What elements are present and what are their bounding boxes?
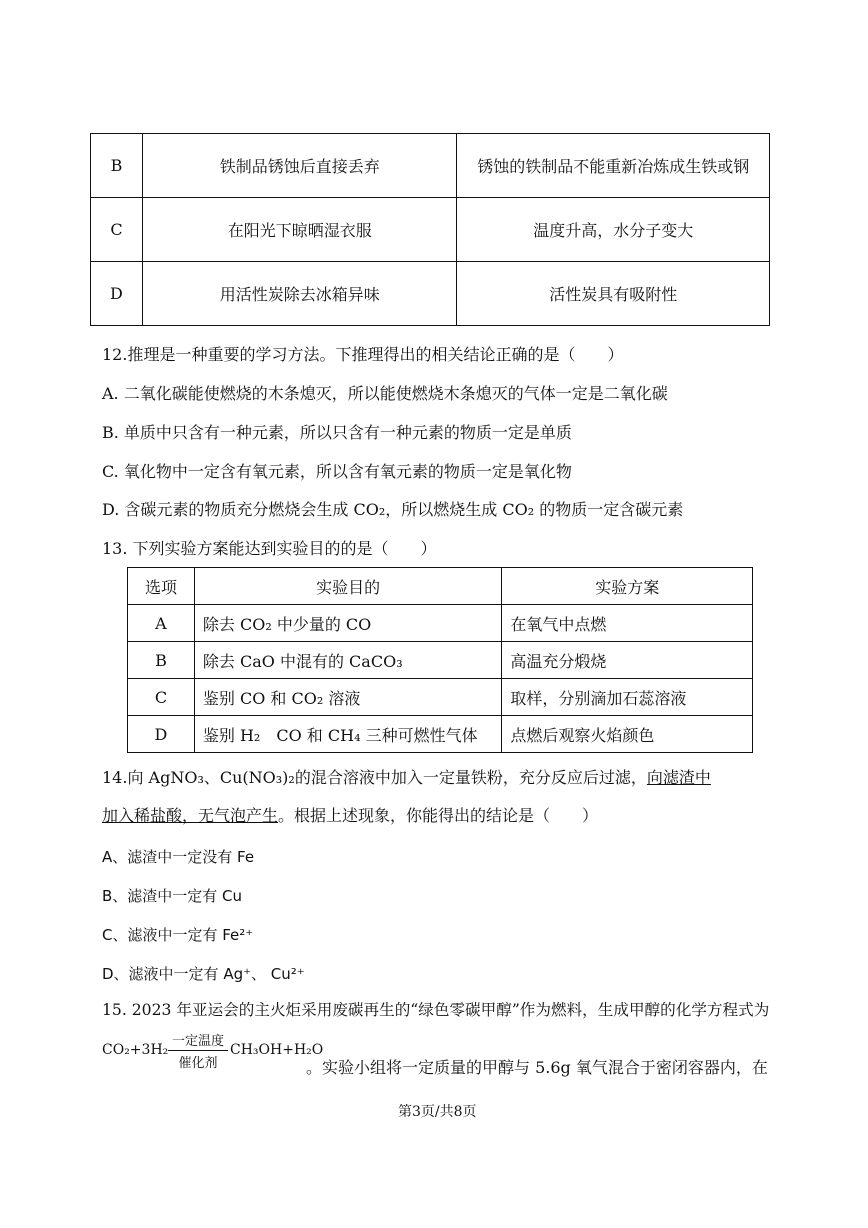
- row-label: C: [128, 679, 195, 716]
- header-goal: 实验目的: [194, 568, 502, 605]
- question-14-option-d: D、滤液中一定有 Ag⁺、 Cu²⁺: [102, 965, 305, 983]
- question-12-option-b: B. 单质中只含有一种元素，所以只含有一种元素的物质一定是单质: [102, 423, 572, 442]
- question-14-option-a: A、滤渣中一定没有 Fe: [102, 848, 255, 866]
- row-action: 在阳光下晾晒湿衣服: [142, 198, 457, 262]
- table-row: [128, 642, 753, 679]
- equation-reactants: CO₂+3H₂: [102, 1042, 169, 1058]
- question-12-option-d: D. 含碳元素的物质充分燃烧会生成 CO₂，所以燃烧生成 CO₂ 的物质一定含碳元素: [102, 500, 684, 519]
- equation-arrow-line: [168, 1050, 228, 1051]
- table-life-phenomena: [90, 133, 770, 326]
- question-12-option-c: C. 氧化物中一定含有氧元素，所以含有氧元素的物质一定是氧化物: [102, 462, 572, 481]
- question-12-option-a: A. 二氧化碳能使燃烧的木条熄灭，所以能使燃烧木条熄灭的气体一定是二氧化碳: [102, 384, 668, 403]
- row-reason: 锈蚀的铁制品不能重新冶炼成生铁或钢: [457, 134, 770, 198]
- row-plan: 在氧气中点燃: [502, 605, 753, 642]
- row-reason: 温度升高，水分子变大: [457, 198, 770, 262]
- question-14-stem-text: 。根据上述现象，你能得出的结论是（ ）: [278, 806, 599, 825]
- row-goal: 除去 CaO 中混有的 CaCO₃: [194, 642, 502, 679]
- row-action: 用活性炭除去冰箱异味: [142, 262, 457, 326]
- table-row: [91, 262, 770, 326]
- row-reason: 活性炭具有吸附性: [457, 262, 770, 326]
- row-label: A: [128, 605, 195, 642]
- table-row: [91, 198, 770, 262]
- row-label: B: [91, 134, 143, 198]
- question-14-underlined-text: 向滤渣中: [646, 768, 711, 787]
- row-action: 铁制品锈蚀后直接丢弃: [142, 134, 457, 198]
- question-14-underlined-text: 加入稀盐酸，无气泡产生: [102, 806, 279, 825]
- table-row: [91, 134, 770, 198]
- row-plan: 取样，分别滴加石蕊溶液: [502, 679, 753, 716]
- question-14-stem-line2: [102, 806, 598, 826]
- row-goal: 鉴别 H₂ CO 和 CH₄ 三种可燃性气体: [194, 716, 502, 753]
- page-number: 第3页/共8页: [398, 1104, 477, 1120]
- row-plan: 点燃后观察火焰颜色: [502, 716, 753, 753]
- question-15-line1: 15. 2023 年亚运会的主火炬采用废碳再生的“绿色零碳甲醇”作为燃料，生成甲醇的化学方程式为: [102, 1001, 770, 1019]
- table-header-row: [128, 568, 753, 605]
- header-option: 选项: [128, 568, 195, 605]
- equation-products: CH₃OH+H₂O: [230, 1042, 324, 1058]
- row-label: D: [91, 262, 143, 326]
- row-goal: 鉴别 CO 和 CO₂ 溶液: [194, 679, 502, 716]
- question-12-stem: 12.推理是一种重要的学习方法。下推理得出的相关结论正确的是（ ）: [102, 345, 624, 364]
- question-13-stem: 13. 下列实验方案能达到实验目的的是（ ）: [102, 539, 437, 558]
- question-14-option-c: C、滤液中一定有 Fe²⁺: [102, 926, 254, 944]
- row-goal: 除去 CO₂ 中少量的 CO: [194, 605, 502, 642]
- condition-bottom: 催化剂: [178, 1056, 218, 1071]
- question-15-line2: 。实验小组将一定质量的甲醇与 5.6g 氧气混合于密闭容器内，在: [306, 1058, 768, 1077]
- condition-top: 一定温度: [171, 1034, 224, 1049]
- table-row: [128, 605, 753, 642]
- table-row: [128, 679, 753, 716]
- row-label: B: [128, 642, 195, 679]
- question-14-stem-line1: [102, 768, 711, 788]
- chemical-equation: [102, 1030, 324, 1078]
- question-14-stem-text: 14.向 AgNO₃、Cu(NO₃)₂的混合溶液中加入一定量铁粉，充分反应后过滤，: [102, 768, 647, 787]
- table-row: [128, 716, 753, 753]
- row-plan: 高温充分煅烧: [502, 642, 753, 679]
- row-label: C: [91, 198, 143, 262]
- header-plan: 实验方案: [502, 568, 753, 605]
- table-experiment-plans: [127, 567, 753, 753]
- row-label: D: [128, 716, 195, 753]
- question-14-option-b: B、滤渣中一定有 Cu: [102, 887, 243, 905]
